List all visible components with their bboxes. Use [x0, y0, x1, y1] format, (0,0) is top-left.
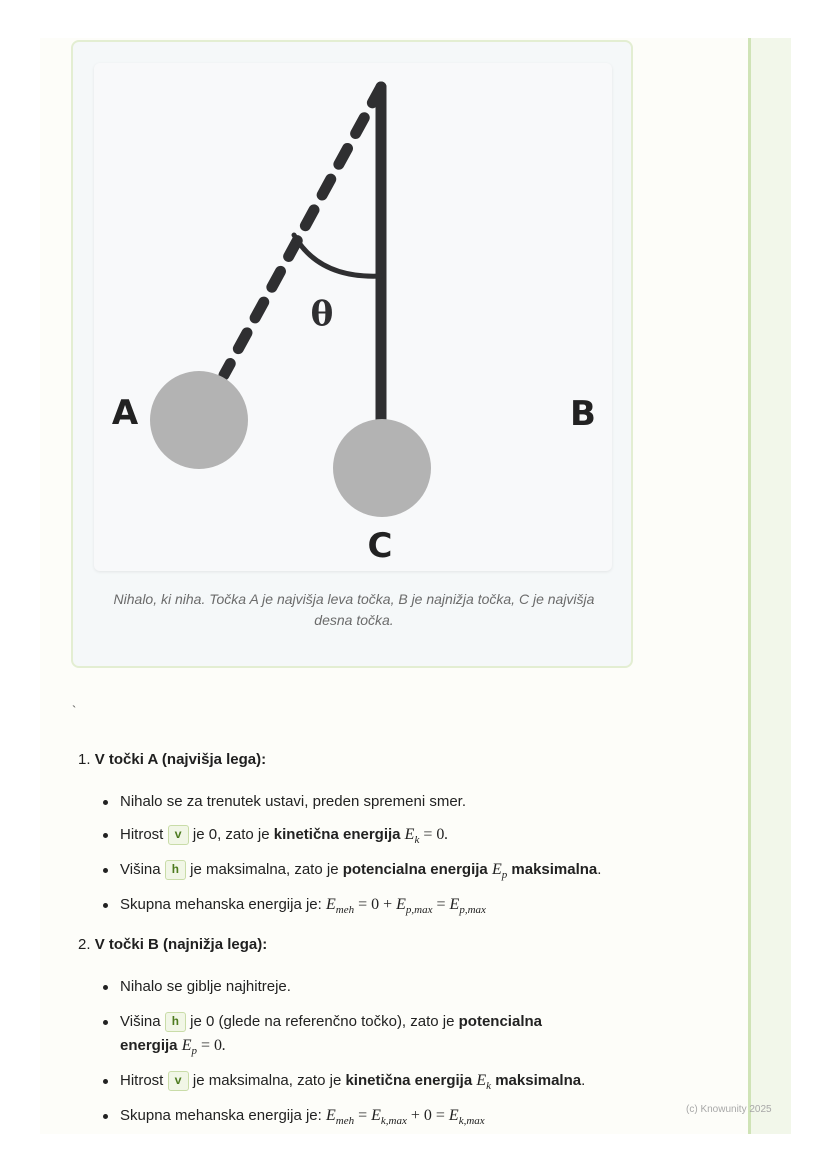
list-item: [120, 858, 660, 887]
list-item: [120, 790, 660, 814]
list-item: [120, 1069, 660, 1098]
bullet-text: Skupna mehanska energija je:: [120, 1107, 322, 1124]
math-expression: $E_p = 0$.: [181, 1037, 227, 1058]
copyright-notice: (c) Knowunity 2025: [686, 1104, 772, 1115]
bold-term: potencialna energija: [342, 861, 488, 878]
bullet-text: je maksimalna, zato je: [190, 861, 339, 878]
list-item: [120, 1104, 660, 1133]
math-expression: $E_k$: [476, 1072, 492, 1093]
list-item: [120, 823, 660, 852]
math-expression: $E_{meh} = 0 + E_{p,max} = E_{p,max}$: [325, 896, 486, 917]
bullet-text: Hitrost: [120, 1072, 164, 1089]
theta-label: θ: [310, 294, 334, 334]
section-heading-a: [78, 751, 266, 768]
math-expression: $E_p$: [491, 861, 508, 882]
bullet-text: Nihalo se za trenutek ustavi, preden spremeni smer.: [120, 793, 467, 810]
inline-code: h: [165, 860, 186, 880]
inline-code: h: [165, 1012, 186, 1032]
math-expression: $E_{meh} = E_{k,max} + 0 = E_{k,max}$: [325, 1107, 485, 1128]
section-number: 2.: [78, 936, 91, 953]
section-heading-b: [78, 936, 267, 953]
inline-code: v: [168, 825, 189, 845]
bullet-text: Hitrost: [120, 826, 164, 843]
bold-term: kinetična energija: [345, 1072, 473, 1089]
label-a: A: [111, 393, 139, 433]
list-item: [120, 893, 660, 922]
list-item: [120, 975, 660, 999]
section-title: V točki B (najnižja lega):: [94, 936, 268, 953]
stray-tick-mark: `: [72, 703, 77, 718]
label-c: C: [367, 526, 393, 566]
bullet-text: Višina: [120, 1013, 161, 1030]
bold-term: maksimalna: [495, 1072, 582, 1089]
label-b: B: [570, 394, 596, 434]
math-expression: $E_k = 0$.: [404, 826, 449, 847]
figure-caption: Nihalo, ki niha. Točka A je najvišja leva točka, B je najnižja točka, C je najvišja desna točka.: [113, 591, 595, 628]
bold-term: maksimalna: [511, 861, 598, 878]
bullet-text: Nihalo se giblje najhitreje.: [120, 978, 291, 995]
bullet-text: .: [581, 1072, 586, 1089]
inline-code: v: [168, 1071, 189, 1091]
bullet-text: Višina: [120, 861, 161, 878]
bullet-text: je 0 (glede na referenčno točko), zato je: [190, 1013, 455, 1030]
bullet-text: .: [597, 861, 602, 878]
list-item: [120, 1010, 590, 1063]
bullet-text: je maksimalna, zato je: [192, 1072, 342, 1089]
bold-term: potencialna energija: [120, 1013, 542, 1054]
bullet-text: Skupna mehanska energija je:: [120, 896, 322, 913]
section-title: V točki A (najvišja lega):: [94, 751, 267, 768]
bullet-text: je 0, zato je: [192, 826, 270, 843]
bold-term: kinetična energija: [273, 826, 401, 843]
section-number: 1.: [78, 751, 91, 768]
